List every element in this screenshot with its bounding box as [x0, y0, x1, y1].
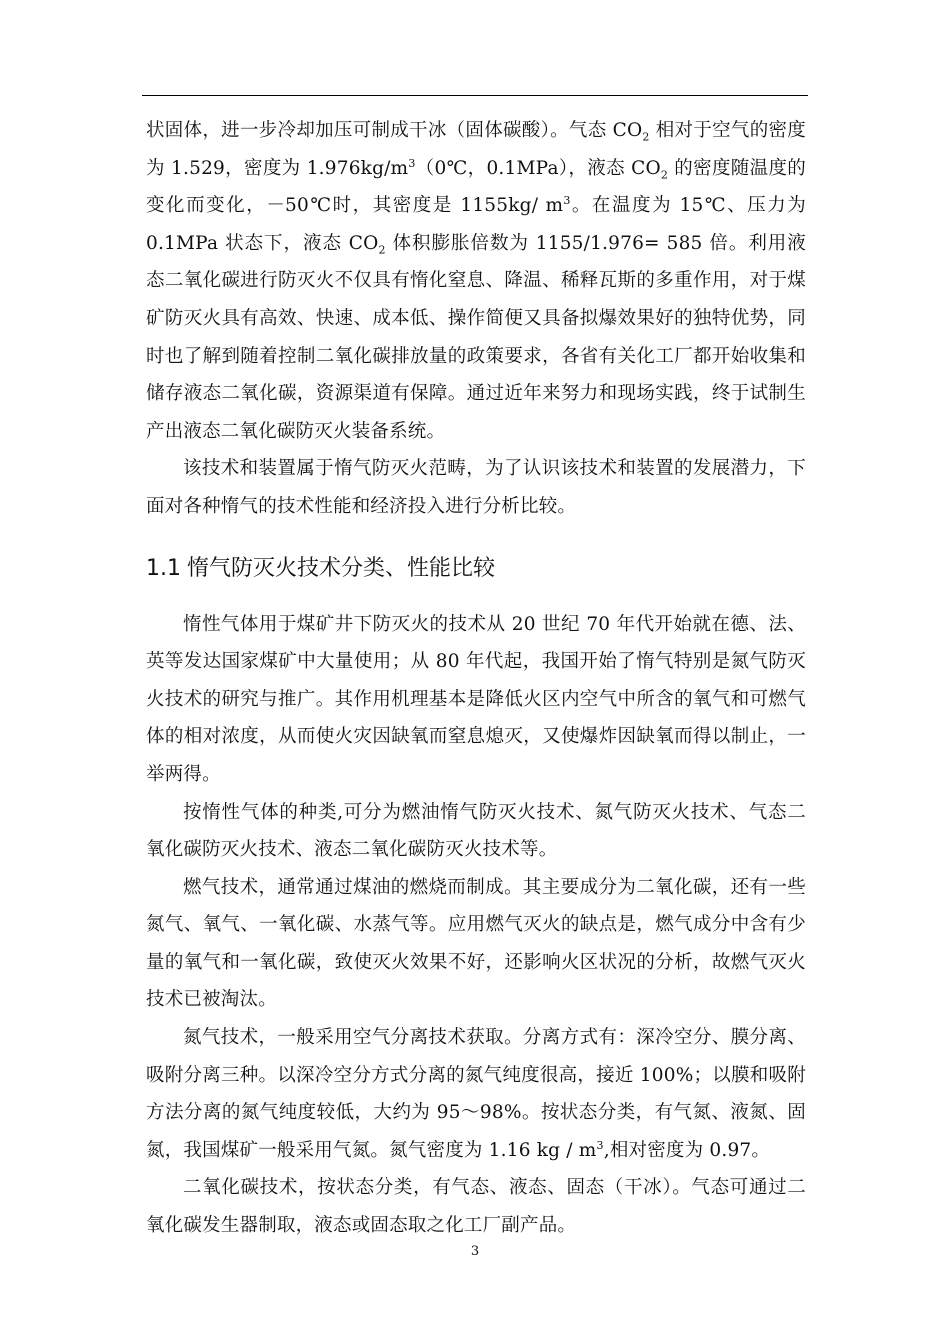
text-run: 相对于空气的密度为 1.529，密度为 1.976kg/m [146, 120, 806, 179]
superscript: 3 [563, 194, 571, 208]
text-run: 氮气技术，一般采用空气分离技术获取。分离方式有：深冷空分、膜分离、吸附分离三种。以深冷空分方式分离的氮气纯度很高，接近 100%；以膜和吸附方法分离的氮气纯度较低，大约为 95～98%。按状态分类，有气氮、液氮、固氮，我国煤矿一般采用气氮。氮气密度为 1.16 kg / m [146, 1027, 806, 1161]
paragraph: 二氧化碳技术，按状态分类，有气态、液态、固态（干冰）。气态可通过二氧化碳发生器制取，液态或固态取之化工厂副产品。 [146, 1177, 806, 1237]
subscript: 2 [642, 130, 650, 144]
section-heading [146, 554, 806, 584]
text-run: 状固体，进一步冷却加压可制成干冰（固体碳酸）。气态 CO [146, 120, 643, 141]
superscript: 3 [596, 1138, 604, 1152]
superscript: 3 [408, 156, 416, 170]
paragraph [146, 1019, 806, 1169]
paragraph: 惰性气体用于煤矿井下防灭火的技术从 20 世纪 70 年代开始就在德、法、英等发达国家煤矿中大量使用；从 80 年代起，我国开始了惰气特别是氮气防灭火技术的研究与推广。其作用机理基本是降低火区内空气中所含的氧气和可燃气体的相对浓度，从而使火灾因缺氧而窒息熄灭，又使爆炸因缺氧而得以制止，一举两得。 [146, 613, 806, 785]
page-number: 3 [470, 1244, 480, 1259]
paragraph: 该技术和装置属于惰气防灭火范畴，为了认识该技术和装置的发展潜力，下面对各种惰气的技术性能和经济投入进行分析比较。 [146, 458, 806, 517]
text-run: ,相对密度为 0.97。 [603, 1139, 771, 1161]
section-number: 1.1 [146, 555, 181, 581]
section-title: 惰气防灭火技术分类、性能比较 [187, 555, 496, 581]
text-run: 的密度随温度的变化而变化，－50℃时，其密度是 1155kg/ m [146, 157, 806, 217]
paragraph-continued [146, 112, 806, 450]
text-run: 。在温度为 15℃、压力为 0.1MPa 状态下，液态 CO [146, 195, 807, 254]
page-content [146, 112, 806, 1245]
text-run: 体积膨胀倍数为 1155/1.976= 585 倍。利用液态二氧化碳进行防灭火不仅具有惰化窒息、降温、稀释瓦斯的多重作用，对于煤矿防灭火具有高效、快速、成本低、操作简便又具备拟爆效果好的独特优势，同时也了解到随着控制二氧化碳排放量的政策要求，各省有关化工厂都开始收集和储存液态二氧化碳，资源渠道有保障。通过近年来努力和现场实践，终于试制生产出液态二氧化碳防灭火装备系统。 [146, 232, 806, 442]
subscript: 2 [660, 168, 669, 182]
paragraph: 燃气技术，通常通过煤油的燃烧而制成。其主要成分为二氧化碳，还有一些氮气、氧气、一氧化碳、水蒸气等。应用燃气灭火的缺点是，燃气成分中含有少量的氧气和一氧化碳，致使灭火效果不好，还影响火区状况的分析，故燃气灭火技术已被淘汰。 [146, 876, 806, 1011]
header-rule [142, 95, 808, 96]
text-run: （0℃，0.1MPa），液态 CO [415, 157, 661, 179]
subscript: 2 [378, 243, 386, 257]
paragraph: 按惰性气体的种类,可分为燃油惰气防灭火技术、氮气防灭火技术、气态二氧化碳防灭火技术、液态二氧化碳防灭火技术等。 [146, 801, 806, 861]
